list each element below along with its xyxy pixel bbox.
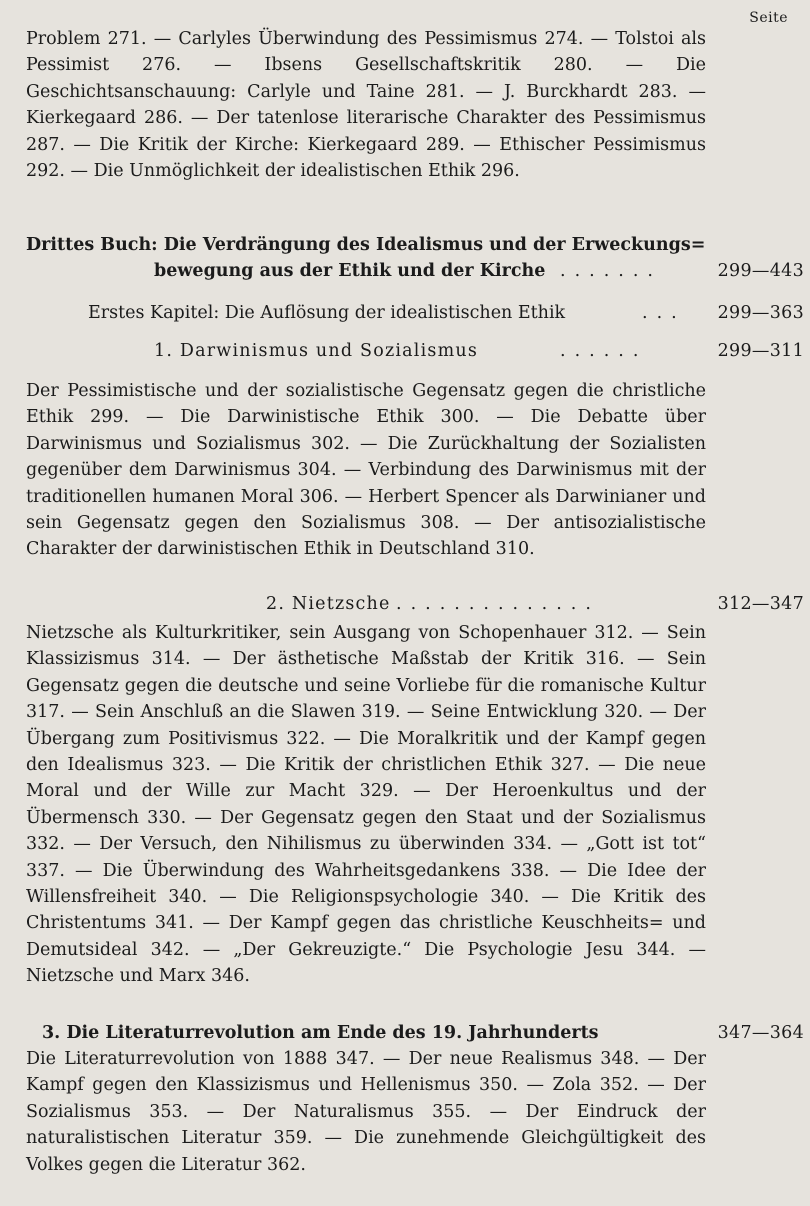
section-3-entry xyxy=(0,1020,810,1046)
section-2-title: 2. Nietzsche xyxy=(266,594,391,614)
leader-dots: ....... xyxy=(560,261,662,281)
book-title-line1: Drittes Buch: Die Verdrängung des Idealismus und der Erweckungs= xyxy=(26,235,706,255)
chapter-pages: 299—363 xyxy=(717,303,804,323)
book-title-line2: bewegung aus der Ethik und der Kirche xyxy=(154,261,546,281)
section-2-entry xyxy=(0,591,810,617)
section-2-text: Nietzsche als Kulturkritiker, sein Ausgang von Schopenhauer 312. — Sein Klassizismus 314. — Der ästhetische Maßstab der Kritik 316. — Sein Gegensatz gegen die deutsche und seine Vorliebe für die romanische Kultur 317. — Sein Anschluß an die Slawen 319. — Seine Entwicklung 320. — Der Übergang zum Positivismus 322. — Die Moralkritik und der Kampf gegen den Idealismus 323. — Die Kritik der christlichen Ethik 327. — Die neue Moral und der Wille zur Macht 329. — Der Heroenkultus und der Übermensch 330. — Der Gegensatz gegen den Staat und der Sozialismus 332. — Der Versuch, den Nihilismus zu überwinden 334. — „Gott ist tot“ 337. — Die Überwindung des Wahrheitsgedankens 338. — Die Idee der Willensfreiheit 340. — Die Religionspsychologie 340. — Die Kritik des Christentums 341. — Der Kampf gegen das christliche Keuschheits= und Demutsideal 342. — „Der Gekreuzigte.“ Die Psychologie Jesu 344. — Nietzsche und Marx 346. xyxy=(26,623,706,987)
section-3-title: 3. Die Literaturrevolution am Ende des 19. Jahrhunderts xyxy=(42,1023,599,1043)
section-3-pages: 347—364 xyxy=(717,1023,804,1043)
chapter-title: Erstes Kapitel: Die Auflösung der idealistischen Ethik xyxy=(88,303,566,323)
book-pages: 299—443 xyxy=(717,261,804,281)
continued-paragraph: Problem 271. — Carlyles Überwindung des Pessimismus 274. — Tolstoi als Pessimist 276. — Ibsens Gesellschaftskritik 280. — Die Geschichtsanschauung: Carlyle und Taine 281. — J. Burckhardt 283. — Kierkegaard 286. — Der tatenlose literarische Charakter des Pessimismus 287. — Die Kritik der Kirche: Kierkegaard 289. — Ethischer Pessimismus 292. — Die Unmöglichkeit der idealistischen Ethik 296. xyxy=(26,29,706,182)
leader-dots: ... xyxy=(642,303,686,323)
section-1-text: Der Pessimistische und der sozialistische Gegensatz gegen die christliche Ethik 299. — Die Darwinistische Ethik 300. — Die Debatte über Darwinismus und Sozialismus 302. — Die Zurückhaltung der Sozialisten gegenüber dem Darwinismus 304. — Verbindung des Darwinismus mit der traditionellen humanen Moral 306. — Herbert Spencer als Darwinianer und sein Gegensatz gegen den Sozialismus 308. — Der antisozialistische Charakter der darwinistischen Ethik in Deutschland 310. xyxy=(26,381,706,560)
leader-dots: .............. xyxy=(396,594,600,614)
chapter-entry xyxy=(0,300,810,326)
section-2-pages: 312—347 xyxy=(717,594,804,614)
section-1-title: 1. Darwinismus und Sozialismus xyxy=(154,341,479,361)
leader-dots: ...... xyxy=(560,341,648,361)
book-title-entry xyxy=(0,258,810,284)
page-column-header: Seite xyxy=(749,10,788,26)
section-1-pages: 299—311 xyxy=(717,341,804,361)
section-3-text: Die Literaturrevolution von 1888 347. — Der neue Realismus 348. — Der Kampf gegen den Klassizismus und Hellenismus 350. — Zola 352. — Der Sozialismus 353. — Der Naturalismus 355. — Der Eindruck der naturalistischen Literatur 359. — Die zunehmende Gleichgültigkeit des Volkes gegen die Literatur 362. xyxy=(26,1049,706,1175)
